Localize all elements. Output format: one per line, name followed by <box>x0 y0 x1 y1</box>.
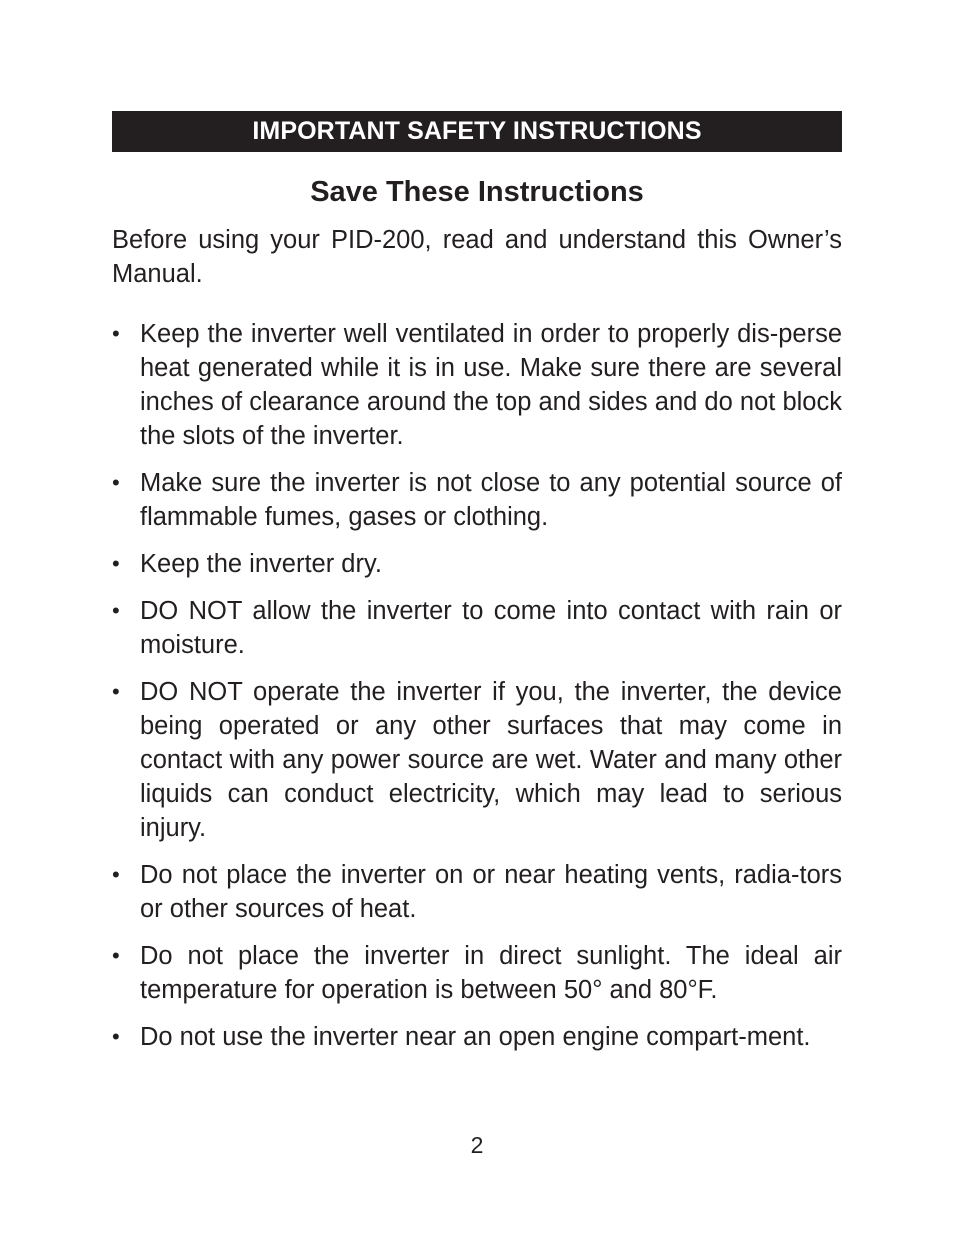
list-item-text: Do not place the inverter on or near heating vents, radia-tors or other sources of heat. <box>140 860 842 923</box>
list-item <box>112 594 842 662</box>
list-item <box>112 858 842 926</box>
list-item-text: Do not use the inverter near an open engine compart-ment. <box>140 1022 811 1051</box>
section-banner: IMPORTANT SAFETY INSTRUCTIONS <box>112 111 842 152</box>
bullet-icon: • <box>112 469 120 495</box>
list-item <box>112 675 842 845</box>
list-item <box>112 317 842 453</box>
bullet-icon: • <box>112 320 120 346</box>
intro-paragraph: Before using your PID-200, read and understand this Owner’s Manual. <box>112 226 842 288</box>
list-item <box>112 466 842 534</box>
bullet-icon: • <box>112 1023 120 1049</box>
list-item-text: DO NOT operate the inverter if you, the inverter, the device being operated or any other surfaces that may come in contact with any power source are wet. Water and many other liquids can conduct electricity, which may lead to serious injury. <box>140 677 842 842</box>
list-item-text: Keep the inverter dry. <box>140 549 382 578</box>
bullet-icon: • <box>112 597 120 623</box>
list-item <box>112 1020 842 1054</box>
bullet-icon: • <box>112 861 120 887</box>
list-item <box>112 547 842 581</box>
bullet-icon: • <box>112 678 120 704</box>
list-item-text: Keep the inverter well ventilated in order to properly dis-perse heat generated while it is in use. Make sure there are several inches of clearance around the top and sides and do not block the slots of the inverter. <box>140 319 842 450</box>
list-item-text: Make sure the inverter is not close to any potential source of flammable fumes, gases or clothing. <box>140 468 842 531</box>
page-number: 2 <box>470 1132 484 1158</box>
bullet-icon: • <box>112 550 120 576</box>
manual-page <box>112 111 842 1067</box>
bullet-icon: • <box>112 942 120 968</box>
safety-instructions-list <box>112 317 842 1054</box>
list-item-text: Do not place the inverter in direct sunlight. The ideal air temperature for operation is between 50° and 80°F. <box>140 941 842 1004</box>
list-item <box>112 939 842 1007</box>
section-subtitle: Save These Instructions <box>310 176 644 208</box>
list-item-text: DO NOT allow the inverter to come into contact with rain or moisture. <box>140 596 842 659</box>
